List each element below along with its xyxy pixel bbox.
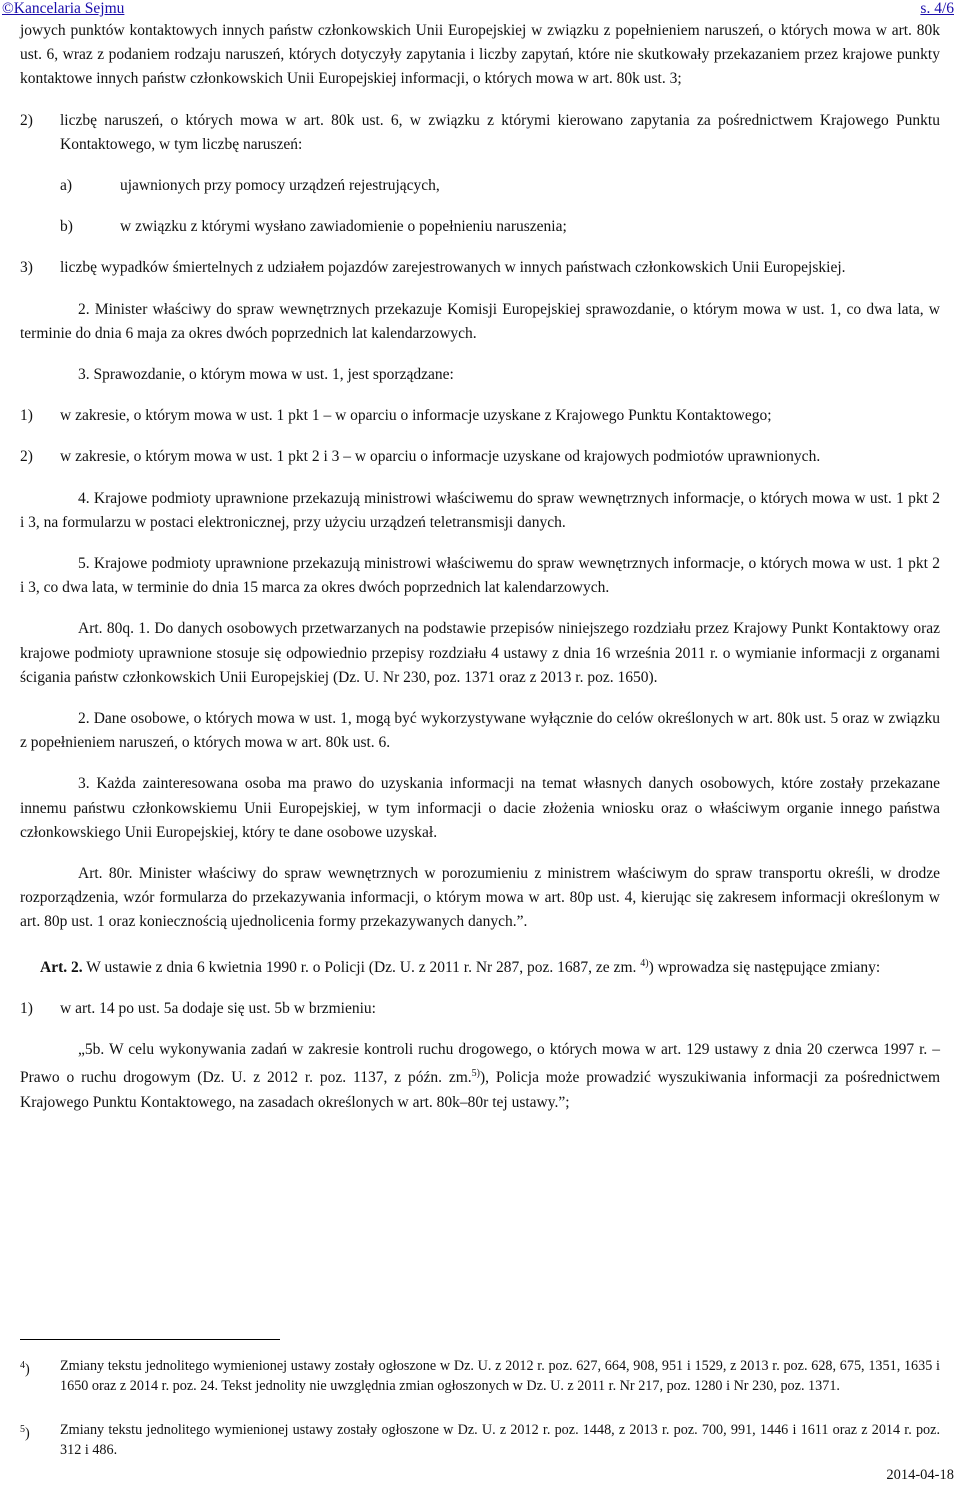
paragraph-art-2 bbox=[20, 952, 940, 980]
list-item-ust3-1 bbox=[20, 404, 940, 428]
footnote-4 bbox=[20, 1356, 940, 1396]
footnote-5 bbox=[20, 1420, 940, 1460]
footnote-ref-4: 4) bbox=[640, 957, 649, 969]
paragraph-ust-5: 5. Krajowe podmioty uprawnione przekazują ministrowi właściwemu do spraw wewnętrznych informacje, o których mowa w ust. 1 pkt 2 i 3, co dwa lata, w terminie do dnia 15 marca za okres dwóch poprzednich lat kalendarzowych. bbox=[20, 555, 940, 597]
document-body bbox=[20, 19, 940, 1132]
list-letter: b) bbox=[60, 218, 73, 236]
paragraph-art-80r: Art. 80r. Minister właściwy do spraw wewnętrznych w porozumieniu z ministrem właściwym do spraw transportu określi, w drodze rozporządzenia, wzór formularza do przekazywania informacji, o którym mowa w art. 80p ust. 4, kierując się zakresem informacji określonym w art. 80p ust. 1 oraz koniecznością ujednolicenia formy przekazywanych danych.”. bbox=[20, 865, 940, 931]
page-header bbox=[0, 0, 960, 20]
list-text: w zakresie, o którym mowa w ust. 1 pkt 2 i 3 – w oparciu o informacje uzyskane od krajowych podmiotów uprawnionych. bbox=[60, 448, 821, 466]
list-text: w zakresie, o którym mowa w ust. 1 pkt 1 – w oparciu o informacje uzyskane z Krajowego Punktu Kontaktowego; bbox=[60, 407, 772, 425]
article-text: W ustawie z dnia 6 kwietnia 1990 r. o Policji (Dz. U. z 2011 r. Nr 287, poz. 1687, ze zm. bbox=[86, 958, 637, 976]
paragraph-art-80q-1: Art. 80q. 1. Do danych osobowych przetwarzanych na podstawie przepisów niniejszego rozdziału przez Krajowy Punkt Kontaktowy oraz krajowe podmioty uprawnione stosuje się odpowiednio przepisy rozdziału 4 ustawy z dnia 16 września 2011 r. o wymianie informacji z organami ścigania państw członkowskich Unii Europejskiej (Dz. U. Nr 230, poz. 1371 oraz z 2013 r. poz. 1650). bbox=[20, 620, 940, 686]
footnote-mark: $^5$) bbox=[20, 1424, 30, 1442]
list-number: 3) bbox=[20, 259, 33, 277]
footnote-mark: $^4$) bbox=[20, 1360, 30, 1378]
quote-text-end: ), Policja może prowadzić wyszukiwania informacji za pośrednictwem Krajowego Punktu Kontaktowego, na zasadach określonych w art. 80k–80r tej ustawy.”; bbox=[20, 1069, 940, 1111]
footnote-text: Zmiany tekstu jednolitego wymienionej ustawy zostały ogłoszone w Dz. U. z 2012 r. poz. 627, 664, 908, 951 i 1529, z 2013 r. poz. 628, 675, 1351, 1635 i 1650 oraz z 2014 r. poz. 24. Tekst jednolity nie uwzględnia zmian ogłoszonych w Dz. U. z 2011 r. Nr 217, poz. 1280 i Nr 230, poz. 1371. bbox=[60, 1358, 940, 1394]
footer-date: 2014-04-18 bbox=[886, 1467, 954, 1483]
list-text: ujawnionych przy pomocy urządzeń rejestrujących, bbox=[120, 177, 440, 195]
list-text: liczbę wypadków śmiertelnych z udziałem pojazdów zarejestrowanych w innych państwach członkowskich Unii Europejskiej. bbox=[60, 259, 846, 277]
list-item-2a bbox=[20, 174, 940, 198]
list-letter: a) bbox=[60, 177, 73, 195]
list-item-3 bbox=[20, 256, 940, 280]
footnote-text: Zmiany tekstu jednolitego wymienionej ustawy zostały ogłoszone w Dz. U. z 2012 r. poz. 1448, z 2013 r. poz. 700, 991, 1446 i 1611 oraz z 2014 r. poz. 312 i 486. bbox=[60, 1422, 940, 1458]
list-number: 2) bbox=[20, 111, 33, 129]
list-item-art2-1 bbox=[20, 997, 940, 1021]
footnote-ref-5: 5) bbox=[471, 1068, 480, 1080]
list-item-2b bbox=[20, 215, 940, 239]
paragraph-ust-3: 3. Sprawozdanie, o którym mowa w ust. 1, jest sporządzane: bbox=[78, 366, 454, 384]
paragraph-art-80q-2: 2. Dane osobowe, o których mowa w ust. 1, mogą być wykorzystywane wyłącznie do celów określonych w art. 80k ust. 5 oraz w związku z popełnieniem naruszeń, o których mowa w art. 80k ust. 6. bbox=[20, 710, 940, 752]
quote-text: „5b. W celu wykonywania zadań w zakresie kontroli ruchu drogowego, o których mowa w art. 129 ustawy z dnia 20 czerwca 1997 r. – Prawo o ruchu drogowym (Dz. U. z 2012 r. poz. 1137, z późn. zm. bbox=[20, 1041, 940, 1087]
article-label: Art. 2. bbox=[40, 958, 83, 976]
list-item-2 bbox=[20, 109, 940, 157]
page-number-link[interactable]: s. 4/6 bbox=[920, 0, 954, 17]
list-number: 1) bbox=[20, 1000, 33, 1018]
article-text-end: ) wprowadza się następujące zmiany: bbox=[648, 958, 881, 976]
list-item-ust3-2 bbox=[20, 445, 940, 469]
paragraph-art-80q-3: 3. Każda zainteresowana osoba ma prawo do uzyskania informacji na temat własnych danych osobowych, które zostały przekazane innemu państwu członkowskiemu Unii Europejskiej, w tym informacji o dacie złożenia wniosku oraz o właściwym organie innego państwa członkowskiego Unii Europejskiej, który te dane osobowe uzyskał. bbox=[20, 775, 940, 841]
list-number: 1) bbox=[20, 407, 33, 425]
list-text: w związku z którymi wysłano zawiadomienie o popełnieniu naruszenia; bbox=[120, 218, 567, 236]
footnote-separator bbox=[20, 1339, 280, 1340]
paragraph-ust-2: 2. Minister właściwy do spraw wewnętrznych przekazuje Komisji Europejskiej sprawozdanie, o którym mowa w ust. 1, co dwa lata, w terminie do dnia 6 maja za okres dwóch poprzednich lat kalendarzowych. bbox=[20, 300, 940, 342]
list-text: liczbę naruszeń, o których mowa w art. 80k ust. 6, w związku z którymi kierowano zapytania za pośrednictwem Krajowego Punktu Kontaktowego, w tym liczbę naruszeń: bbox=[60, 111, 940, 153]
list-number: 2) bbox=[20, 448, 33, 466]
paragraph-continuation: jowych punktów kontaktowych innych państw członkowskich Unii Europejskiej w związku z popełnieniem naruszeń, o których mowa w art. 80k ust. 6, wraz z podaniem rodzaju naruszeń, których dotyczyły zapytania i liczby zapytań, które nie skutkowały przekazaniem przez krajowe punkty kontaktowe innych państw członkowskich Unii Europejskiej informacji, o których mowa w art. 80k ust. 3; bbox=[20, 22, 940, 88]
list-text: w art. 14 po ust. 5a dodaje się ust. 5b w brzmieniu: bbox=[60, 1000, 376, 1018]
quoted-provision bbox=[20, 1038, 940, 1115]
paragraph-ust-4: 4. Krajowe podmioty uprawnione przekazują ministrowi właściwemu do spraw wewnętrznych informacje, o których mowa w ust. 1 pkt 2 i 3, na formularzu w postaci elektronicznej, przy użyciu urządzeń teletransmisji danych. bbox=[20, 489, 940, 531]
publisher-link[interactable]: ©Kancelaria Sejmu bbox=[2, 0, 125, 17]
